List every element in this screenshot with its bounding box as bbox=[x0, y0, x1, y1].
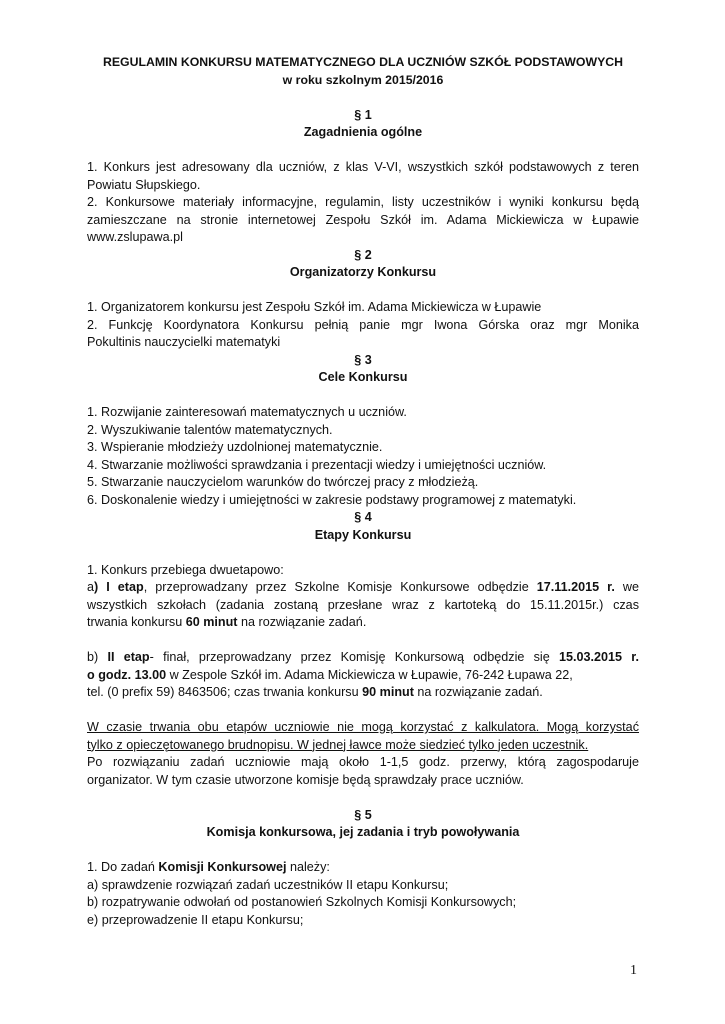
stage-1-text: , przeprowadzany przez Szkolne Komisje Konkursowe odbędzie bbox=[143, 580, 537, 594]
committee-task-a: a) sprawdzenie rozwiązań zadań uczestników II etapu Konkursu; bbox=[87, 877, 449, 892]
goal-item-4: 4. Stwarzanie możliwości sprawdzania i prezentacji wiedzy i umiejętności uczniów. bbox=[87, 457, 547, 472]
rules-note-line2: tylko z opieczętowanego brudnopisu. W jednej ławce może siedzieć tylko jeden uczestnik. bbox=[87, 737, 589, 752]
section-4-heading: Etapy Konkursu bbox=[314, 527, 412, 542]
stage-2-label: II etap bbox=[107, 650, 150, 664]
stages-intro: 1. Konkurs przebiega dwuetapowo: bbox=[87, 562, 284, 577]
committee-intro bbox=[87, 859, 639, 877]
committee-name: Komisji Konkursowej bbox=[158, 860, 287, 874]
goal-item-5: 5. Stwarzanie nauczycielom warunków do twórczej pracy z młodzieżą. bbox=[87, 475, 479, 489]
section-4-number: § 4 bbox=[354, 510, 372, 524]
stage-1-duration-pre: trwania konkursu bbox=[87, 615, 186, 629]
section-2-paragraph-1: 1. Organizatorem konkursu jest Zespołu Szkół im. Adama Mickiewicza w Łupawie bbox=[87, 300, 542, 314]
document-title-line1: REGULAMIN KONKURSU MATEMATYCZNEGO DLA UCZNIÓW SZKÓŁ PODSTAWOWYCH bbox=[102, 55, 624, 69]
section-1-paragraph-1-line2: Powiatu Słupskiego. bbox=[87, 177, 201, 192]
stage-1-date: 17.11.2015 r. bbox=[536, 580, 615, 594]
section-1-paragraph-2-line1: 2. Konkursowe materiały informacyjne, regulamin, listy uczestników i wyniki konkursu będą bbox=[87, 195, 639, 209]
goal-item-3: 3. Wspieranie młodzieży uzdolnionej matematycznie. bbox=[87, 440, 383, 454]
break-note-line2: organizator. W tym czasie utworzone komisje będą sprawdzały prace uczniów. bbox=[87, 772, 524, 787]
goal-item-2: 2. Wyszukiwanie talentów matematycznych. bbox=[87, 422, 333, 437]
section-5-number: § 5 bbox=[354, 807, 372, 822]
section-2-number: § 2 bbox=[354, 247, 372, 262]
section-3-number: § 3 bbox=[354, 352, 372, 367]
goal-item-1: 1. Rozwijanie zainteresowań matematycznych u uczniów. bbox=[87, 405, 407, 419]
rules-note-line1: W czasie trwania obu etapów uczniowie nie mogą korzystać z kalkulatora. Mogą korzystać bbox=[87, 720, 639, 734]
committee-intro-pre: 1. Do zadań bbox=[87, 860, 159, 874]
section-1-paragraph-2-line2: zamieszczane na stronie internetowej Zespołu Szkół im. Adama Mickiewicza w Łupawie bbox=[87, 212, 639, 227]
section-1-heading: Zagadnienia ogólne bbox=[303, 125, 423, 139]
section-3-heading: Cele Konkursu bbox=[318, 370, 408, 384]
stage-1-duration-post: na rozwiązanie zadań. bbox=[237, 615, 367, 629]
stage-2-prefix: b) bbox=[87, 650, 108, 664]
stage-1-duration: 60 minut bbox=[185, 615, 238, 629]
stage-2-duration: 90 minut bbox=[362, 685, 414, 699]
stage-2-date: 15.03.2015 r. bbox=[559, 650, 639, 664]
stage-2-duration-pre: tel. (0 prefix 59) 8463506; czas trwania konkursu bbox=[87, 685, 363, 699]
stage-2-line3 bbox=[87, 684, 639, 702]
committee-task-e: e) przeprowadzenie II etapu Konkursu; bbox=[87, 912, 304, 927]
page-number: 1 bbox=[630, 963, 637, 978]
stage-1-line1 bbox=[87, 579, 639, 597]
section-2-paragraph-2-line1: 2. Funkcję Koordynatora Konkursu pełnią panie mgr Iwona Górska oraz mgr Monika bbox=[87, 317, 639, 332]
stage-2-duration-post: na rozwiązanie zadań. bbox=[413, 685, 543, 699]
stage-2-line2 bbox=[87, 667, 639, 685]
break-note-line1: Po rozwiązaniu zadań uczniowie mają około 1-1,5 godz. przerwy, którą zagospodaruje bbox=[87, 755, 639, 769]
section-1-website: www.zslupawa.pl bbox=[87, 230, 183, 244]
stage-1-line2: wszystkich szkołach (zadania zostaną przesłane wraz z kartoteką do 15.11.2015r.) czas bbox=[87, 597, 639, 612]
section-2-paragraph-2-line2: Pokultinis nauczycielki matematyki bbox=[87, 335, 281, 349]
stage-2-time: o godz. 13.00 bbox=[87, 667, 167, 682]
document-body bbox=[87, 54, 639, 929]
section-1-number: § 1 bbox=[354, 107, 372, 122]
stage-2-venue: w Zespole Szkół im. Adama Mickiewicza w Łupawie, 76-242 Łupawa 22, bbox=[166, 667, 573, 682]
committee-intro-post: należy: bbox=[286, 860, 330, 874]
stage-1-prefix: a bbox=[87, 580, 95, 594]
committee-task-b: b) rozpatrywanie odwołań od postanowień Szkolnych Komisji Konkursowych; bbox=[87, 895, 517, 909]
stage-2-text: - finał, przeprowadzany przez Komisję Konkursową odbędzie się bbox=[149, 650, 559, 664]
section-2-heading: Organizatorzy Konkursu bbox=[289, 265, 437, 279]
section-5-heading: Komisja konkursowa, jej zadania i tryb powoływania bbox=[206, 825, 520, 839]
goal-item-6: 6. Doskonalenie wiedzy i umiejętności w zakresie podstawy programowej z matematyki. bbox=[87, 492, 577, 507]
stage-1-text-end: we bbox=[614, 580, 639, 594]
stage-1-label: ) I etap bbox=[94, 580, 144, 594]
stage-1-line3 bbox=[87, 614, 639, 632]
section-1-paragraph-1-line1: 1. Konkurs jest adresowany dla uczniów, z klas V-VI, wszystkich szkół podstawowych z teren bbox=[87, 160, 639, 174]
document-title-line2: w roku szkolnym 2015/2016 bbox=[282, 72, 444, 87]
stage-2-line1 bbox=[87, 649, 639, 667]
